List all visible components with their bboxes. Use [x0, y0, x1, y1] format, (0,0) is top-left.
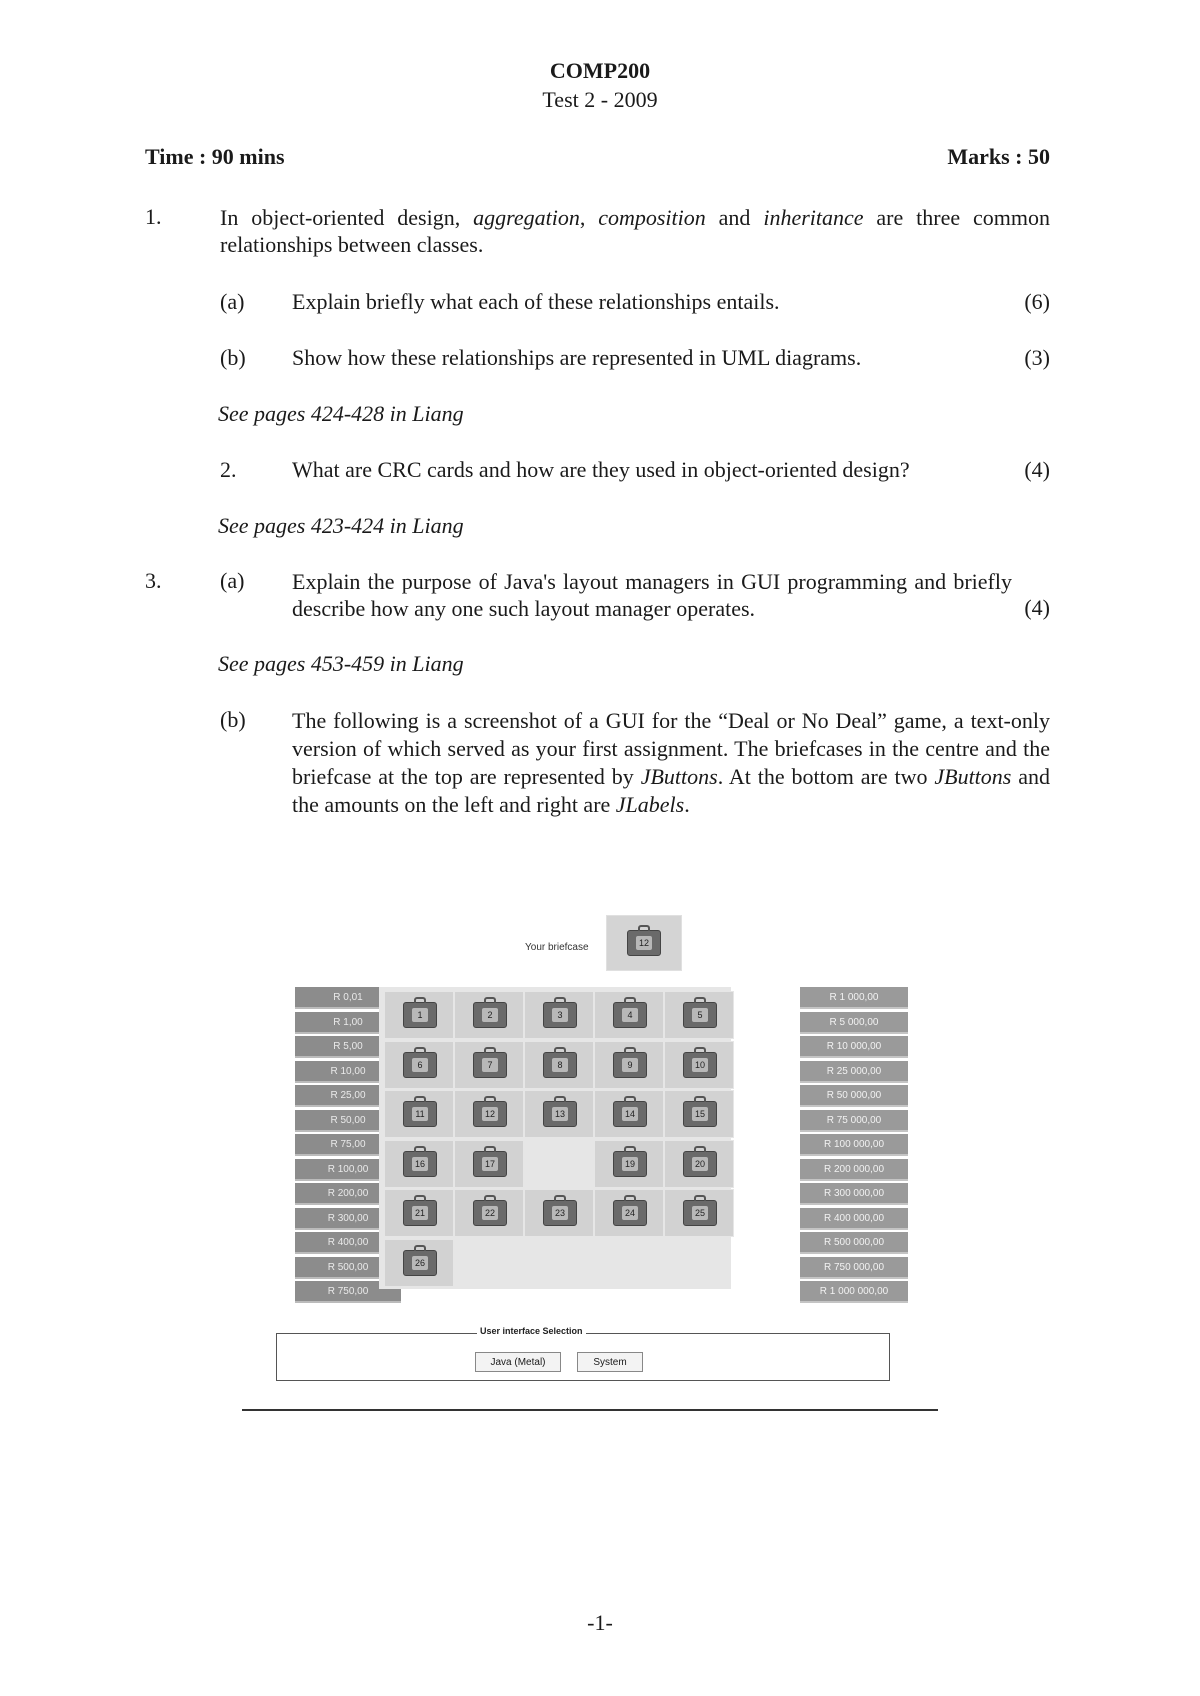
briefcase-icon — [613, 1052, 647, 1078]
briefcase-button[interactable] — [594, 1090, 664, 1138]
your-briefcase-label: Your briefcase — [525, 942, 589, 953]
briefcase-icon — [403, 1151, 437, 1177]
briefcase-button[interactable] — [384, 1090, 454, 1138]
right-amount-label: R 500 000,00 — [800, 1232, 908, 1254]
briefcase-number: 4 — [622, 1008, 638, 1022]
right-amount-label: R 1 000 000,00 — [800, 1281, 908, 1303]
briefcase-button[interactable] — [524, 1189, 594, 1237]
briefcase-button[interactable] — [594, 1041, 664, 1089]
right-amount-label: R 25 000,00 — [800, 1061, 908, 1083]
briefcase-icon — [613, 1151, 647, 1177]
briefcase-icon — [683, 1052, 717, 1078]
briefcase-button[interactable] — [664, 1189, 734, 1237]
briefcase-icon — [683, 1151, 717, 1177]
briefcase-icon — [403, 1250, 437, 1276]
q1b-text: Show how these relationships are represented in UML diagrams. — [292, 345, 862, 370]
briefcase-number: 15 — [692, 1107, 708, 1121]
briefcase-button[interactable] — [384, 1140, 454, 1188]
q3-reference-note: See pages 453-459 in Liang — [218, 651, 464, 676]
left-amount-label: R 0,01 — [295, 987, 401, 1009]
briefcase-button[interactable] — [454, 1090, 524, 1138]
briefcase-button[interactable] — [384, 1239, 454, 1287]
briefcase-button[interactable] — [594, 1140, 664, 1188]
briefcase-number: 9 — [622, 1058, 638, 1072]
briefcase-button[interactable] — [664, 1041, 734, 1089]
left-amount-label: R 1,00 — [295, 1012, 401, 1034]
your-briefcase-button[interactable] — [606, 915, 682, 971]
q3b-text: The following is a screenshot of a GUI for the “Deal or No Deal” game, a text-only version of which served as your first assignment. The briefcases in the centre and the briefcase at the top are represented by JButtons. At the bottom are two JButtons and the amounts on the left and right are JLabels. — [292, 708, 1051, 817]
briefcase-number: 8 — [552, 1058, 568, 1072]
briefcase-icon — [683, 1200, 717, 1226]
right-amount-label: R 10 000,00 — [800, 1036, 908, 1058]
briefcase-button[interactable] — [664, 991, 734, 1039]
right-amount-label: R 50 000,00 — [800, 1085, 908, 1107]
left-amount-label: R 200,00 — [295, 1183, 401, 1205]
empty-briefcase-slot — [524, 1140, 594, 1188]
briefcase-button[interactable] — [384, 1041, 454, 1089]
ui-selection-title: User interface Selection — [477, 1326, 586, 1336]
briefcase-icon — [403, 1052, 437, 1078]
briefcase-button[interactable] — [664, 1140, 734, 1188]
right-amount-label: R 750 000,00 — [800, 1257, 908, 1279]
briefcase-button[interactable] — [524, 1041, 594, 1089]
briefcase-button[interactable] — [454, 1041, 524, 1089]
briefcase-icon — [473, 1151, 507, 1177]
briefcase-number: 14 — [622, 1107, 638, 1121]
left-amount-label: R 300,00 — [295, 1208, 401, 1230]
briefcase-button[interactable] — [384, 991, 454, 1039]
q2-reference-note: See pages 423-424 in Liang — [218, 513, 464, 538]
left-amount-label: R 400,00 — [295, 1232, 401, 1254]
system-button[interactable]: System — [577, 1352, 643, 1372]
briefcase-button[interactable] — [524, 991, 594, 1039]
briefcase-number: 10 — [692, 1058, 708, 1072]
briefcase-number: 12 — [482, 1107, 498, 1121]
q3a-marks: (4) — [1024, 595, 1050, 620]
briefcase-icon — [683, 1002, 717, 1028]
ui-selection-buttons — [475, 1352, 949, 1374]
briefcase-number: 19 — [622, 1157, 638, 1171]
briefcase-number: 13 — [552, 1107, 568, 1121]
q1a-label: (a) — [220, 289, 245, 314]
left-amount-label: R 5,00 — [295, 1036, 401, 1058]
left-amount-label: R 100,00 — [295, 1159, 401, 1181]
briefcase-icon — [613, 1101, 647, 1127]
left-amount-label: R 10,00 — [295, 1061, 401, 1083]
briefcase-number: 16 — [412, 1157, 428, 1171]
briefcase-icon — [543, 1052, 577, 1078]
briefcase-icon — [403, 1002, 437, 1028]
briefcase-number: 21 — [412, 1206, 428, 1220]
briefcase-icon — [683, 1101, 717, 1127]
briefcase-button[interactable] — [664, 1090, 734, 1138]
briefcase-icon — [613, 1002, 647, 1028]
briefcase-icon — [543, 1200, 577, 1226]
left-amount-label: R 750,00 — [295, 1281, 401, 1303]
briefcase-number: 26 — [412, 1256, 428, 1270]
briefcase-number: 3 — [552, 1008, 568, 1022]
briefcase-number: 2 — [482, 1008, 498, 1022]
briefcase-icon — [403, 1200, 437, 1226]
q1-text: In object-oriented design, aggregation, composition and inheritance are three common relationships between classes. — [220, 205, 1051, 257]
right-amount-label: R 1 000,00 — [800, 987, 908, 1009]
right-amount-label: R 200 000,00 — [800, 1159, 908, 1181]
q1-reference-note: See pages 424-428 in Liang — [218, 401, 464, 426]
q1b-label: (b) — [220, 345, 246, 370]
q2-text: What are CRC cards and how are they used in object-oriented design? — [292, 457, 910, 482]
ui-selection-panel — [276, 1326, 890, 1381]
briefcase-number: 25 — [692, 1206, 708, 1220]
divider-line — [242, 1409, 938, 1411]
briefcase-icon — [473, 1101, 507, 1127]
time-info: Time : 90 mins — [145, 144, 285, 169]
briefcase-icon — [543, 1101, 577, 1127]
q3a-label: (a) — [220, 568, 245, 593]
briefcase-icon — [613, 1200, 647, 1226]
left-amount-label: R 25,00 — [295, 1085, 401, 1107]
q3b-label: (b) — [220, 707, 246, 732]
briefcase-icon — [473, 1002, 507, 1028]
briefcase-icon — [473, 1200, 507, 1226]
q2-marks: (4) — [1024, 457, 1050, 482]
briefcase-icon — [473, 1052, 507, 1078]
q3-number: 3. — [145, 568, 162, 593]
q3a-text: Explain the purpose of Java's layout managers in GUI programming and briefly describe how any one such layout manager operates. — [292, 569, 1012, 621]
briefcase-button[interactable] — [454, 991, 524, 1039]
right-amount-label: R 5 000,00 — [800, 1012, 908, 1034]
right-amount-label: R 300 000,00 — [800, 1183, 908, 1205]
briefcase-number: 11 — [412, 1107, 428, 1121]
left-amount-label: R 50,00 — [295, 1110, 401, 1132]
q1a-text: Explain briefly what each of these relationships entails. — [292, 289, 780, 314]
q1a-marks: (6) — [1024, 289, 1050, 314]
left-amount-label: R 75,00 — [295, 1134, 401, 1156]
briefcase-number: 17 — [482, 1157, 498, 1171]
marks-info: Marks : 50 — [947, 144, 1050, 169]
briefcase-button[interactable] — [594, 991, 664, 1039]
java-metal-button[interactable]: Java (Metal) — [475, 1352, 561, 1372]
briefcase-button[interactable] — [594, 1189, 664, 1237]
deal-or-no-deal-gui — [250, 905, 950, 1425]
briefcase-icon — [403, 1101, 437, 1127]
q1-number: 1. — [145, 204, 162, 229]
course-code: COMP200 — [549, 58, 651, 83]
page-number: -1- — [587, 1610, 613, 1635]
briefcase-number: 1 — [412, 1008, 428, 1022]
briefcase-number: 5 — [692, 1008, 708, 1022]
right-amount-label: R 100 000,00 — [800, 1134, 908, 1156]
briefcase-icon — [543, 1002, 577, 1028]
briefcase-number: 22 — [482, 1206, 498, 1220]
briefcase-number: 6 — [412, 1058, 428, 1072]
briefcase-button[interactable] — [454, 1189, 524, 1237]
left-amount-label: R 500,00 — [295, 1257, 401, 1279]
q2-number: 2. — [220, 457, 237, 482]
q1b-marks: (3) — [1024, 345, 1050, 370]
briefcase-number: 7 — [482, 1058, 498, 1072]
briefcase-number: 23 — [552, 1206, 568, 1220]
briefcase-button[interactable] — [524, 1090, 594, 1138]
test-title: Test 2 - 2009 — [542, 87, 658, 112]
right-amount-label: R 75 000,00 — [800, 1110, 908, 1132]
briefcase-icon: 12 — [627, 930, 661, 956]
briefcase-button[interactable] — [384, 1189, 454, 1237]
briefcase-number: 24 — [622, 1206, 638, 1220]
briefcase-button[interactable] — [454, 1140, 524, 1188]
right-amount-label: R 400 000,00 — [800, 1208, 908, 1230]
briefcase-number: 20 — [692, 1157, 708, 1171]
